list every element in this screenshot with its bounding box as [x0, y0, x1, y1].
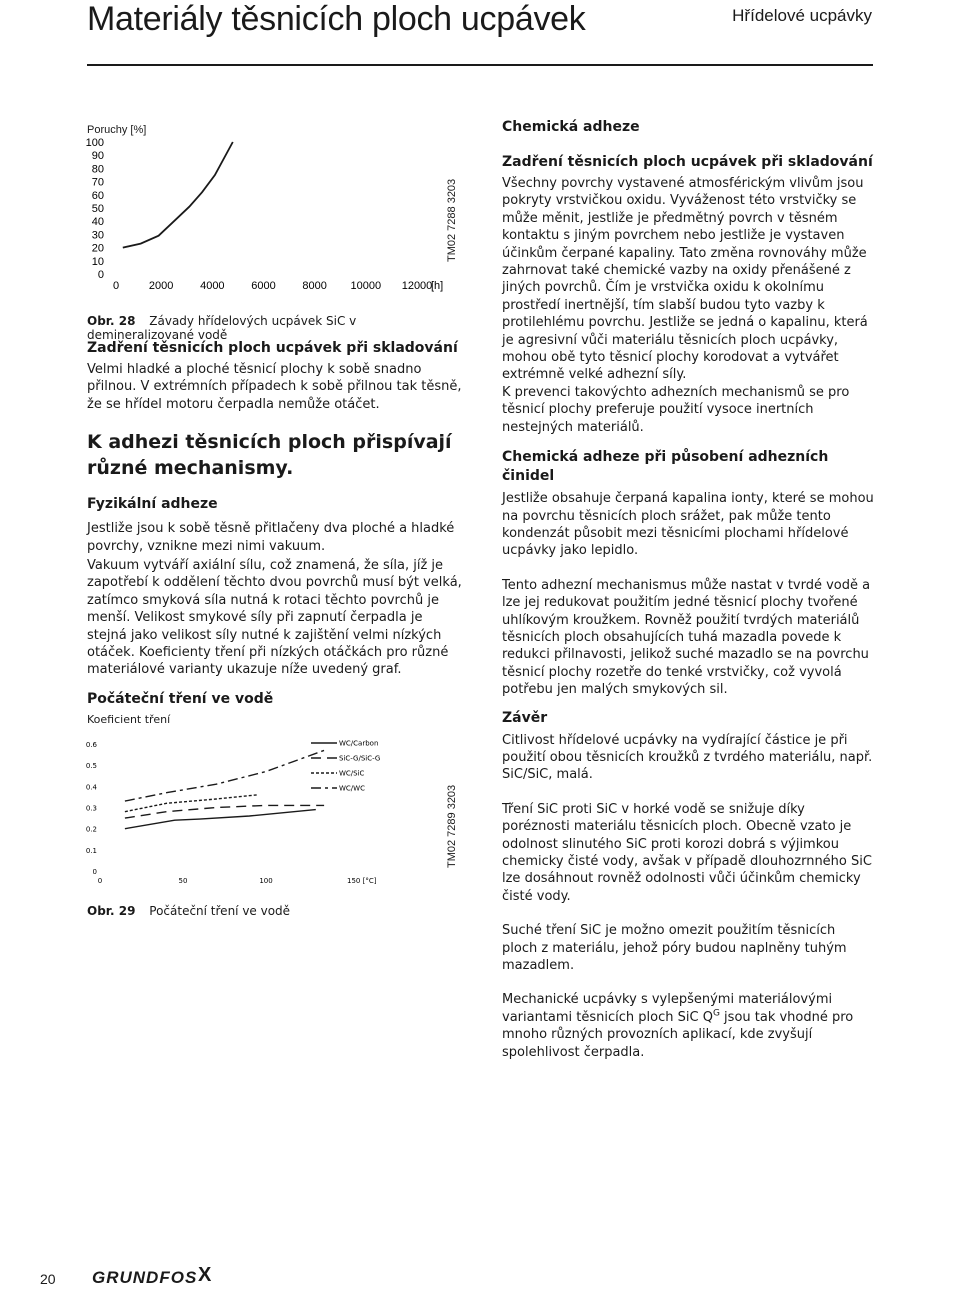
- header-divider: [87, 64, 873, 66]
- grundfos-logo: GRUNDFOS: [92, 1268, 198, 1287]
- fig29-xtick: 0: [97, 877, 103, 885]
- page-number: 20: [40, 1271, 56, 1287]
- fig29-series-line: [125, 750, 324, 801]
- fig29-caption: [87, 904, 467, 918]
- right-paragraph-8: [502, 991, 874, 1061]
- figure-29: [87, 730, 467, 925]
- right-heading-conclusion: Závěr: [502, 709, 548, 726]
- right-heading-chemical: Chemická adheze: [502, 119, 640, 135]
- fig29-ytick: 0.6: [85, 741, 97, 749]
- fig28-code: TM02 7288 3203: [446, 178, 458, 262]
- fig29-ytick: 0: [92, 868, 97, 876]
- fig28-xtick: 4000: [200, 280, 225, 292]
- fig28-ytick: 50: [91, 203, 104, 215]
- right-paragraph-3: Jestliže obsahuje čerpaná kapalina ionty, které se mohou na povrchu těsnicích ploch srážet, pak může tento kondenzát působit mezi těsnicími plochami hřídelové ucpávky jako lepidlo.: [502, 491, 874, 559]
- fig29-ytick: 0.3: [85, 804, 97, 813]
- fig29-ytick: 0.2: [85, 825, 97, 834]
- fig28-caption-text: Závady hřídelových ucpávek SiC v demineralizované vodě: [87, 314, 357, 342]
- right-paragraph-2: K prevenci takovýchto adhezních mechanismů se pro těsnicí plochy preferuje použití vysoce inertních nestejných materiálů.: [502, 384, 850, 435]
- right-paragraph-5: Citlivost hřídelové ucpávky na vydírající částice je při použití obou těsnicích kroužků z tvrdého materiálu, např. SiC/SiC, malá.: [502, 732, 873, 783]
- right-column: [502, 118, 874, 1061]
- left-heading-friction: Počáteční tření ve vodě: [87, 690, 274, 707]
- right-heading-storage: Zadření těsnicích ploch ucpávek při skladování: [502, 154, 873, 170]
- right-paragraph-6: Tření SiC proti SiC v horké vodě se snižuje díky poréznosti materiálu těsnicích ploch. Obecně vzato je odolnost slinutého SiC proti korozi dobrá s výjimkou chemicky čisté vody, avšak v případě dlouhozrnného SiC lze dosáhnout rovněž odolnosti vůči účinkům chemicky čisté vody.: [502, 801, 872, 904]
- fig28-xtick: 6000: [251, 280, 276, 292]
- fig28-ytick: 0: [97, 269, 104, 281]
- section-title: Hřídelové ucpávky: [732, 6, 872, 25]
- fig28-xtick: 2000: [148, 280, 174, 292]
- left-paragraph-3: Vakuum vytváří axiální sílu, což znamená, že síla, jíž je zapotřebí k oddělení těchto dvou povrchů musí být velká, zatímco smyková síla nutná k rotaci těchto povrchů je menší. Velikost smykové síly při zapnutí čerpadla je stejná jako velikost síly nutné k zajištění velmi nízkých otáček. Koeficienty tření při nízkých otáčkách pro různé materiálové varianty ukazuje níže uvedený graf.: [87, 558, 462, 678]
- fig29-xunit: 150 [°C]: [347, 877, 377, 885]
- fig28-xtick: 0: [112, 280, 120, 292]
- figure-28: [87, 118, 467, 343]
- fig29-xtick: 100: [259, 877, 273, 885]
- right-paragraph-4: Tento adhezní mechanismus může nastat v tvrdé vodě a lze jej redukovat použitím jedné těsnicí plochy tvořené uhlíkovým kroužkem. Rovněž použití tvrdých materiálů těsnicích ploch obsahujících tuhá mazadla povede k redukci přilnavosti, jelikož suché mazadlo se na povrchu těsnicí plochy rozetře do tenké vrstvičky, což vyvolá potřebu jen malých smykových sil.: [502, 577, 871, 698]
- right-paragraph-7: Suché tření SiC je možno omezit použitím těsnicích ploch z materiálu, jehož póry budou naplněny tuhým mazadlem.: [502, 923, 847, 974]
- left-heading-storage: Zadření těsnicích ploch ucpávek při skladování: [87, 340, 458, 356]
- right-heading-agents: Chemická adheze při působení adhezních činidel: [502, 449, 829, 485]
- fig29-legend-label: WC/WC: [339, 784, 365, 793]
- right-paragraph-8-sup: G: [712, 1008, 720, 1019]
- fig28-xunit: [h]: [431, 280, 444, 292]
- fig28-ytick: 70: [91, 176, 104, 189]
- left-column: [87, 339, 462, 726]
- fig28-ytick: 60: [91, 189, 104, 202]
- right-paragraph-8a: Mechanické ucpávky s vylepšenými materiálovými variantami těsnicích ploch SiC Q: [502, 992, 833, 1025]
- fig28-ytick: 90: [91, 150, 104, 163]
- fig29-series-line: [125, 810, 316, 829]
- fig29-ylabel: Koeficient tření: [87, 712, 171, 726]
- grundfos-logo-mark-icon: X: [198, 1264, 212, 1286]
- fig28-ylabel: Poruchy [%]: [87, 124, 147, 136]
- fig29-code: TM02 7289 3203: [446, 784, 458, 868]
- fig29-caption-text: Počáteční tření ve vodě: [149, 904, 291, 918]
- fig28-caption: [87, 314, 467, 342]
- fig28-series-line: [123, 142, 233, 248]
- fig29-legend-label: WC/Carbon: [339, 739, 379, 748]
- fig29-legend-label: WC/SiC: [339, 769, 365, 778]
- fig29-chart: [87, 730, 467, 890]
- left-paragraph-1: Velmi hladké a ploché těsnicí plochy k sobě snadno přilnou. V extrémních případech k sobě přilnou tak těsně, že se hřídel motoru čerpadla nemůže otáčet.: [87, 362, 462, 412]
- fig29-ytick: 0.1: [85, 846, 97, 855]
- fig29-caption-num: Obr. 29: [87, 904, 136, 918]
- fig28-ytick: 40: [91, 216, 104, 229]
- left-paragraph-2: Jestliže jsou k sobě těsně přitlačeny dva ploché a hladké povrchy, vznikne mezi nimi vakuum.: [87, 521, 455, 554]
- fig28-caption-num: Obr. 28: [87, 314, 136, 328]
- right-paragraph-1: Všechny povrchy vystavené atmosférickým vlivům jsou pokryty vrstvičkou oxidu. Vyváženost této vrstvičky se může měnit, jestliže je předmětný povrch v těsném kontaktu s jiným povrchem nebo jestliže je vystaven účinkům čerpané kapaliny. Tato změna rovnováhy může zahrnovat také chemické vazby na oxidy přenášené z jiných povrchů. Čím je vrstvička oxidu k okolnímu prostředí inertnější, tím slabší budou tyto vazby k protilehlému povrchu. Jestliže se jedná o kapalinu, která je agresivní vůči materiálu těsnicích ploch ucpávky, mohou obě tyto těsnicí plochy korodovat a vytvářet extrémně velké adhezní síly.: [502, 176, 868, 383]
- fig29-xtick: 50: [178, 877, 188, 885]
- fig29-legend-label: SiC-G/SiC-G: [339, 754, 381, 763]
- fig28-ytick: 100: [85, 137, 104, 149]
- page-title: Materiály těsnicích ploch ucpávek: [87, 0, 586, 38]
- fig28-chart: [87, 138, 467, 328]
- fig28-xtick: 8000: [302, 280, 327, 292]
- right-paragraph-8b: jsou tak vhodné pro mnoho různých provozních aplikací, kde zvyšují spolehlivost čerpadla.: [502, 1009, 854, 1060]
- left-heading-physical: Fyzikální adheze: [87, 496, 218, 513]
- fig29-ytick: 0.4: [85, 783, 97, 792]
- fig28-xtick: 10000: [350, 280, 382, 292]
- fig28-ytick: 20: [91, 242, 104, 255]
- fig28-ytick: 80: [91, 163, 104, 176]
- fig28-ytick: 30: [91, 229, 104, 242]
- left-heading-mechanisms: K adhezi těsnicích ploch přispívají různé mechanismy.: [87, 431, 452, 480]
- fig29-ytick: 0.5: [85, 762, 97, 771]
- fig28-ytick: 10: [91, 255, 104, 268]
- fig28-xtick: 12000: [401, 280, 433, 292]
